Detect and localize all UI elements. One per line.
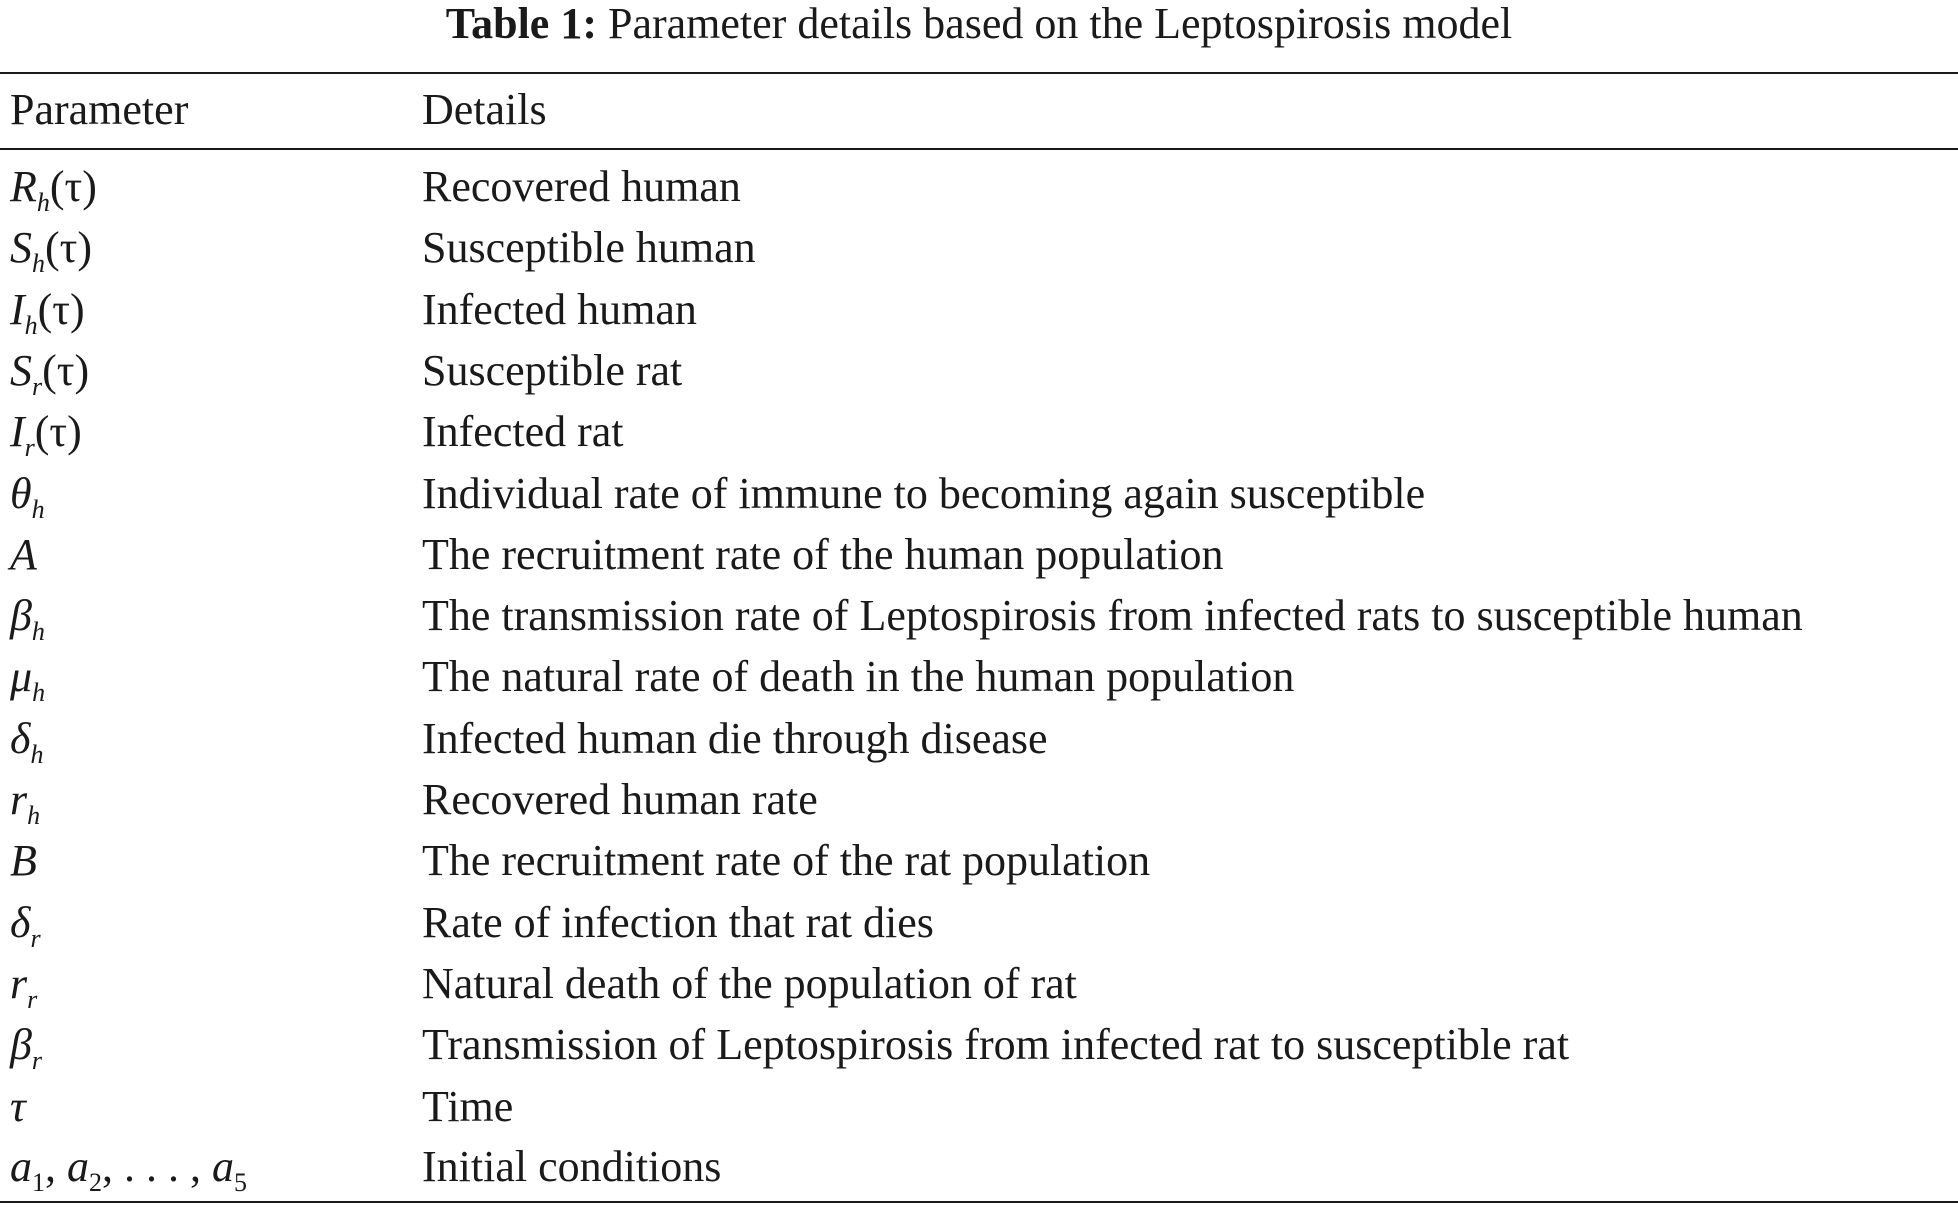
parameter-details: The natural rate of death in the human population [422,652,1295,702]
parameter-details: Infected human [422,284,697,334]
parameter-symbol: $S_h(\tau)$ [10,223,92,279]
table-row [0,1137,1958,1197]
parameter-details: The recruitment rate of the rat population [422,836,1151,886]
header-parameter: Parameter [10,85,189,134]
parameter-symbol: $S_r(\tau)$ [10,345,90,401]
parameter-details: Natural death of the population of rat [422,958,1077,1008]
table-row [0,525,1958,585]
parameter-symbol: $\delta_r$ [10,897,41,953]
table-bottom-rule [0,1201,1958,1203]
table-row [0,157,1958,217]
parameter-details: Time [422,1081,514,1131]
parameter-details: Initial conditions [422,1142,722,1191]
table-row [0,280,1958,340]
table-row [0,1015,1958,1075]
parameter-symbol: $R_h(\tau)$ [10,162,97,217]
table-row [0,831,1958,891]
parameter-symbol: $I_h(\tau)$ [10,284,85,340]
table-top-rule [0,72,1958,74]
table-row [0,709,1958,769]
parameter-symbol: $I_r(\tau)$ [10,407,82,463]
parameter-details: Rate of infection that rat dies [422,897,934,947]
parameter-details: The recruitment rate of the human population [422,529,1224,579]
parameter-details: Transmission of Leptospirosis from infected rat to susceptible rat [422,1020,1570,1070]
parameter-symbol: $\beta_h$ [10,591,45,647]
table-row [0,341,1958,401]
parameter-symbol: $\delta_h$ [10,713,44,769]
parameter-details: Susceptible rat [422,345,683,395]
parameter-symbol: B [10,836,37,886]
table-caption [0,0,1958,48]
table-header-row [0,80,1958,140]
parameter-symbol: $\mu_h$ [10,652,46,708]
table-row [0,647,1958,707]
parameter-symbol: $r_h$ [10,775,41,830]
parameter-details: The transmission rate of Leptospirosis from infected rats to susceptible human [422,591,1803,641]
parameter-symbol: A [10,529,37,579]
caption-label: Table 1: [445,0,597,48]
parameter-symbol: $r_r$ [10,958,38,1014]
table-row [0,218,1958,278]
parameter-details: Infected rat [422,407,624,457]
table-row [0,586,1958,646]
parameter-details: Individual rate of immune to becoming again susceptible [422,468,1426,518]
parameter-symbol: $a_1$, $a_2$, . . . , $a_5$ [10,1142,247,1197]
table-row [0,770,1958,830]
table-row [0,954,1958,1014]
table-row [0,893,1958,953]
parameter-symbol: τ [10,1081,26,1131]
header-details: Details [422,85,547,134]
parameter-symbol: $\beta_r$ [10,1020,43,1076]
table-header-rule [0,148,1958,150]
parameter-details: Recovered human rate [422,775,818,824]
table-row [0,464,1958,524]
parameter-details: Infected human die through disease [422,713,1048,763]
parameter-details: Susceptible human [422,223,756,273]
parameter-details: Recovered human [422,162,741,211]
table-row [0,402,1958,462]
parameter-symbol: $\theta_h$ [10,468,45,524]
caption-text: Parameter details based on the Leptospirosis model [607,0,1513,48]
table-row [0,1077,1958,1137]
